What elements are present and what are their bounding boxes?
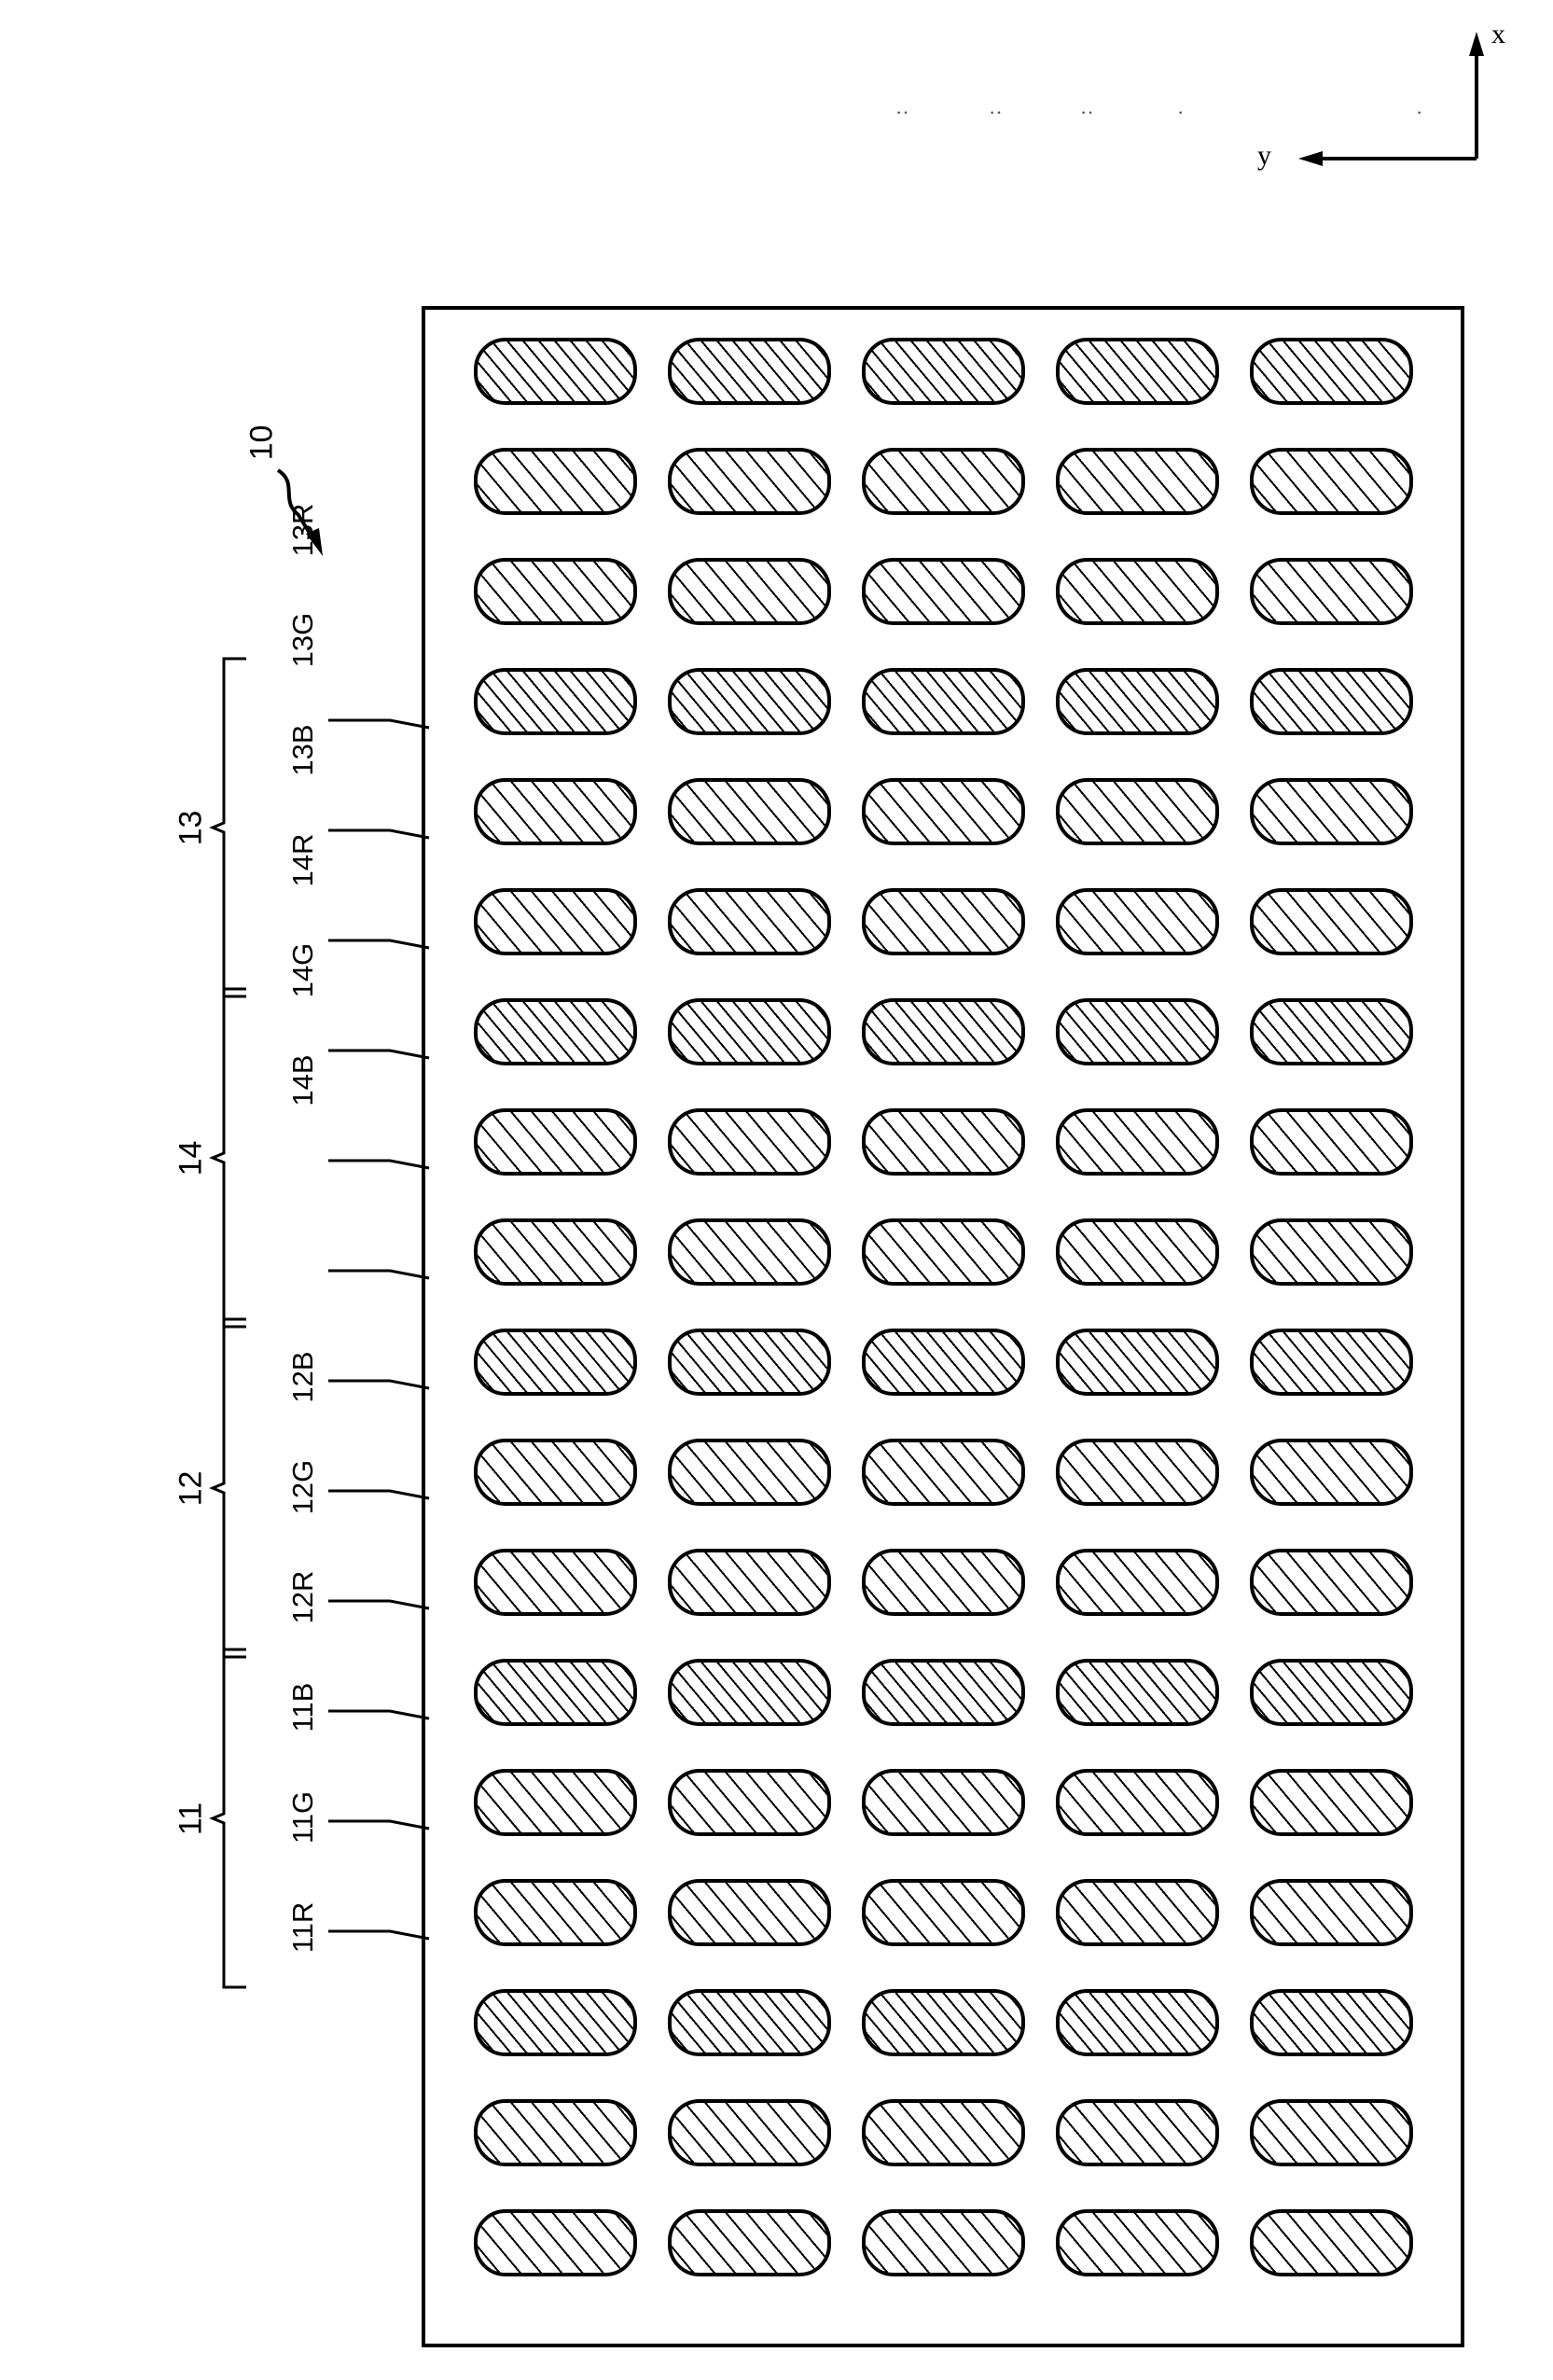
pixel-cell-14g xyxy=(474,1108,637,1176)
pixel-cell xyxy=(668,1659,831,1726)
pixel-cell xyxy=(474,338,637,405)
pixel-cell xyxy=(1250,2099,1413,2166)
pixel-cell xyxy=(668,668,831,735)
pixel-cell xyxy=(1056,1329,1219,1396)
group-brace-14 xyxy=(209,985,252,1330)
pixel-cell xyxy=(1056,1989,1219,2056)
pixel-cell xyxy=(668,1549,831,1616)
pixel-cell xyxy=(862,1218,1025,1286)
tickmark-1: ·· xyxy=(895,101,909,124)
pixel-cell xyxy=(1250,888,1413,955)
pixel-cell xyxy=(1056,1659,1219,1726)
pixel-cell xyxy=(668,1218,831,1286)
pixel-cell xyxy=(1250,1329,1413,1396)
pixel-cell xyxy=(668,1769,831,1836)
axis-y-label: y xyxy=(1257,140,1271,171)
group-brace-12 xyxy=(209,1315,252,1661)
pixel-cell xyxy=(668,1989,831,2056)
tickmark-4: · xyxy=(1177,101,1185,124)
pixel-cell xyxy=(1056,1879,1219,1946)
pixel-cell xyxy=(668,888,831,955)
pixel-cell xyxy=(862,778,1025,845)
pixel-cell xyxy=(1056,448,1219,515)
pixel-cell xyxy=(474,558,637,625)
group-brace-13 xyxy=(209,655,252,1000)
tickmark-5: · xyxy=(1416,101,1423,124)
pixel-cell xyxy=(862,1879,1025,1946)
group-label-12: 12 xyxy=(173,1470,209,1507)
pixel-label-12b: 12B xyxy=(286,1351,319,1403)
pixel-cell xyxy=(862,1549,1025,1616)
pixel-cell xyxy=(1056,1769,1219,1836)
pixel-cell xyxy=(1250,998,1413,1065)
pixel-cell xyxy=(1250,1439,1413,1506)
pixel-cell-11r xyxy=(474,2209,637,2276)
pixel-cell-11g xyxy=(474,2099,637,2166)
group-brace-11 xyxy=(209,1646,252,1991)
axis-x-label: x xyxy=(1491,19,1505,49)
axis-indicator xyxy=(1250,19,1511,196)
pixel-cell xyxy=(862,1989,1025,2056)
axis-icon xyxy=(1250,19,1511,196)
pixel-cell xyxy=(668,1329,831,1396)
group-label-13: 13 xyxy=(173,810,209,846)
pixel-cell xyxy=(862,1659,1025,1726)
pixel-cell xyxy=(474,778,637,845)
pixel-cell xyxy=(1056,1108,1219,1176)
pixel-cell xyxy=(668,1879,831,1946)
pixel-label-13r: 13R xyxy=(286,503,319,557)
pixel-cell xyxy=(1056,338,1219,405)
pixel-cell xyxy=(1250,1218,1413,1286)
pixel-cell xyxy=(1056,888,1219,955)
pixel-cell xyxy=(862,1108,1025,1176)
pixel-cell xyxy=(1056,2209,1219,2276)
pixel-cell-11b xyxy=(474,1989,637,2056)
pixel-cell-13b xyxy=(474,1329,637,1396)
pixel-cell xyxy=(1056,1218,1219,1286)
pixel-label-11r: 11R xyxy=(286,1901,319,1954)
pixel-cell xyxy=(862,2209,1025,2276)
pixel-cell xyxy=(668,778,831,845)
pixel-cell xyxy=(668,998,831,1065)
pixel-cell-12r xyxy=(474,1879,637,1946)
pixel-cell xyxy=(862,888,1025,955)
pixel-cell xyxy=(1250,1659,1413,1726)
pixel-label-14b: 14B xyxy=(286,1054,319,1106)
pixel-cell xyxy=(1250,338,1413,405)
pixel-label-12g: 12G xyxy=(286,1459,319,1515)
pixel-cell xyxy=(1056,1549,1219,1616)
tickmark-3: ·· xyxy=(1080,101,1094,124)
pixel-electrode-grid xyxy=(425,310,1468,2351)
pixel-label-14r: 14R xyxy=(286,833,319,887)
pixel-cell-14b xyxy=(474,998,637,1065)
pixel-cell xyxy=(1250,1108,1413,1176)
pixel-cell xyxy=(862,448,1025,515)
pixel-label-11b: 11B xyxy=(286,1682,319,1733)
pixel-cell-14r xyxy=(474,1218,637,1286)
pixel-cell xyxy=(1250,2209,1413,2276)
pixel-cell xyxy=(862,338,1025,405)
pixel-cell xyxy=(1056,998,1219,1065)
pixel-cell xyxy=(1056,1439,1219,1506)
pixel-cell xyxy=(1056,778,1219,845)
pixel-cell-12b xyxy=(474,1659,637,1726)
pixel-cell xyxy=(1250,668,1413,735)
tickmark-2: ·· xyxy=(989,101,1003,124)
pixel-cell-13r xyxy=(474,1549,637,1616)
pixel-cell xyxy=(1056,558,1219,625)
pixel-cell xyxy=(668,2209,831,2276)
pixel-cell xyxy=(474,888,637,955)
pixel-cell xyxy=(668,2099,831,2166)
pixel-cell xyxy=(668,1439,831,1506)
pixel-cell xyxy=(474,668,637,735)
pixel-label-13b: 13B xyxy=(286,724,319,776)
reference-numeral-10: 10 xyxy=(243,425,280,461)
pixel-label-12r: 12R xyxy=(286,1570,319,1624)
pixel-cell xyxy=(1250,448,1413,515)
pixel-cell xyxy=(862,998,1025,1065)
pixel-cell xyxy=(474,448,637,515)
display-panel xyxy=(422,306,1464,2347)
pixel-cell xyxy=(1250,1879,1413,1946)
pixel-cell xyxy=(862,1439,1025,1506)
pixel-cell xyxy=(668,558,831,625)
pixel-label-14g: 14G xyxy=(286,942,319,998)
pixel-cell xyxy=(1056,2099,1219,2166)
pixel-cell-12g xyxy=(474,1769,637,1836)
pixel-cell-13g xyxy=(474,1439,637,1506)
pixel-cell xyxy=(668,338,831,405)
pixel-cell xyxy=(862,1329,1025,1396)
pixel-cell xyxy=(862,1769,1025,1836)
pixel-cell xyxy=(668,1108,831,1176)
pixel-cell xyxy=(1250,1549,1413,1616)
pixel-cell xyxy=(862,558,1025,625)
pixel-label-13g: 13G xyxy=(286,612,319,668)
pixel-cell xyxy=(1250,1989,1413,2056)
pixel-cell xyxy=(668,448,831,515)
group-label-14: 14 xyxy=(173,1140,209,1176)
pixel-cell xyxy=(1250,778,1413,845)
pixel-cell xyxy=(862,668,1025,735)
pixel-cell xyxy=(862,2099,1025,2166)
pixel-cell xyxy=(1250,1769,1413,1836)
group-label-11: 11 xyxy=(173,1802,209,1836)
pixel-cell xyxy=(1250,558,1413,625)
pixel-cell xyxy=(1056,668,1219,735)
pixel-label-11g: 11G xyxy=(286,1790,319,1844)
